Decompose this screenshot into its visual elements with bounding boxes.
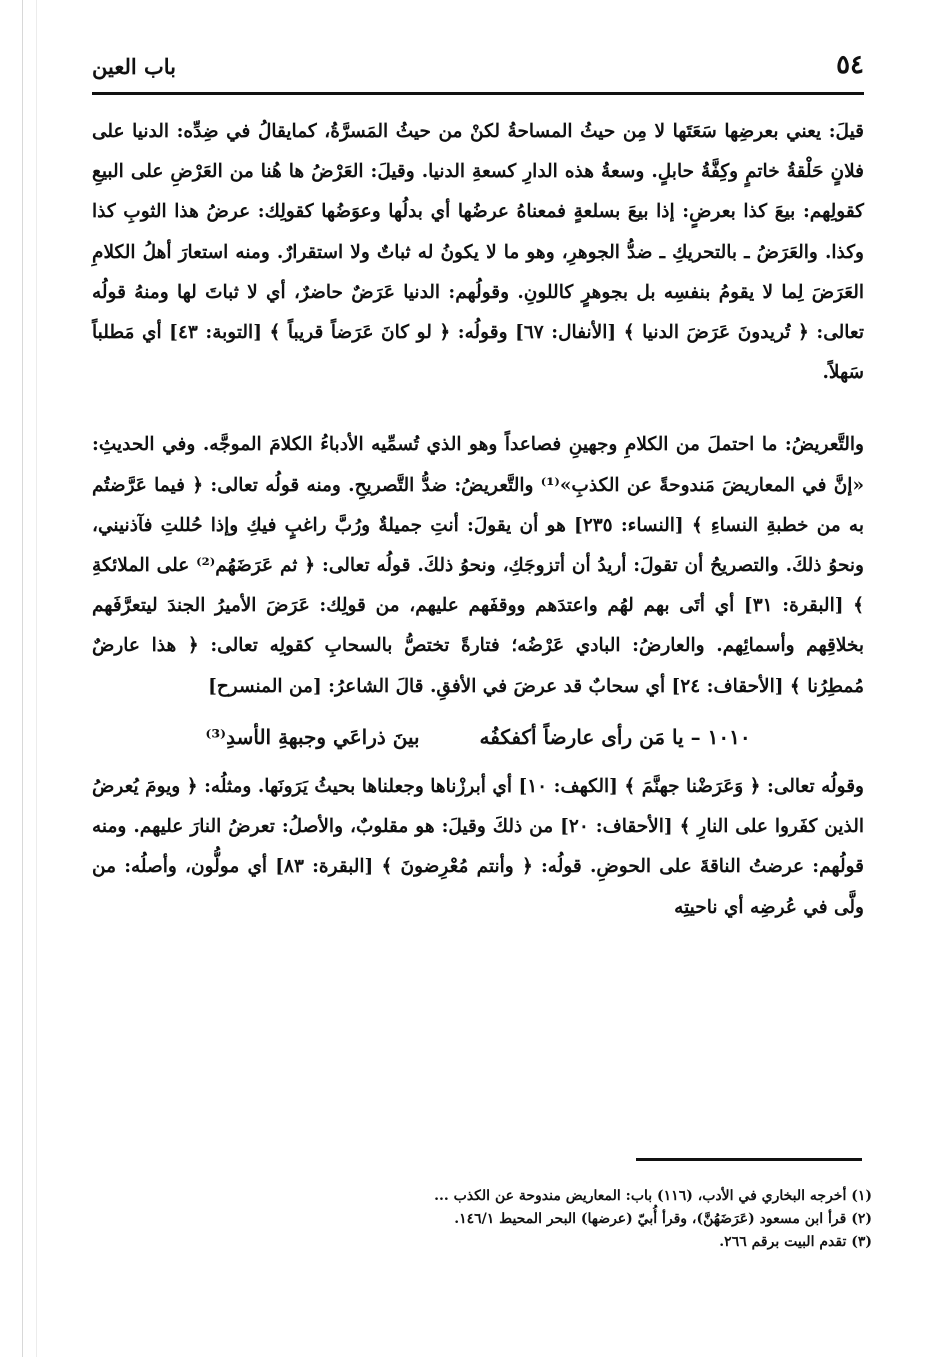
verse-first-hemistich: يا مَن رأى عارضاً أكفكفُه: [479, 724, 684, 749]
poetry-verse: [92, 717, 864, 757]
scan-edge-line: [36, 0, 37, 1357]
header-divider: [92, 92, 864, 95]
page-header: [92, 50, 864, 90]
footnote-divider: [636, 1158, 862, 1161]
footnote: (٢) قرأ ابن مسعود (عَرَضَهُنَّ)، وقرأ أُبيّ (عرضها) البحر المحيط ١٤٦/١.: [454, 1211, 872, 1227]
paragraph: والتَّعريضُ: ما احتملَ من الكلامِ وجهينِ فصاعداً وهو الذي تُسمِّيه الأدباءُ الكلامَ الموجَّه. وفي الحديثِ: «إنَّ في المعاريضَ مَندوحةً عن الكذبِ»⁽¹⁾ والتَّعريضُ: ضدُّ التَّصريحِ. ومنه قولُه تعالى: ﴿ فيما عَرَّضتُم به من خطبةِ النساءِ ﴾ [النساء: ٢٣٥] هو أن يقولَ: أنتِ جميلةٌ ورُبَّ راغبٍ فيكِ وإذا حُللتِ فآذنيني، ونحوُ ذلكَ. والتصريحُ أن تقولَ: أريدُ أن أتزوجَكِ، ونحوُ ذلكَ. قولُه تعالى: ﴿ ثم عَرَضَهُم⁽²⁾ على الملائكةِ ﴾ [البقرة: ٣١] أي أتَى بهم لهُم واعتدَهم ووقفَهم عليهم، من قولِك: عَرَضَ الأميرُ الجندَ ليتعرَّفَهم بخلاقِهم وأسمائِهم. والعارضُ: البادي عَرْضُه؛ فتارةً تختصُّ بالسحابِ كقولِه تعالى: ﴿ هذا عارضٌ مُمطِرُنا ﴾ [الأحقاف: ٢٤] أي سحابٌ قد عرضَ في الأفقِ. قالَ الشاعرُ: [من المنسرح]: [92, 434, 865, 697]
scan-edge-line: [22, 0, 23, 1357]
main-text: [92, 112, 864, 928]
footnote: (١) أخرجه البخاري في الأدب، (١١٦) باب: المعاريض مندوحة عن الكذب ...: [434, 1188, 872, 1204]
footnote: (٣) تقدم البيت برقم ٢٦٦.: [719, 1234, 872, 1250]
paragraph: وقولُه تعالى: ﴿ وَعَرَضْنا جهنَّمَ ﴾ [الكهف: ١٠] أي أبرزْناها وجعلناها بحيثُ يَرَونَها. ومثلُه: ﴿ ويومَ يُعرضُ الذين كفَروا على النارِ ﴾ [الأحقاف: ٢٠] من ذلكَ وقيلَ: هو مقلوبٌ، والأصلُ: تعرضُ النارَ عليهم. ومنه قولُهم: عرضتُ الناقةَ على الحوضِ. قولُه: ﴿ وأنتم مُعْرِضونَ ﴾ [البقرة: ٨٣] أي مولُّون، وأصلُه: من ولَّى في عُرضِه أي ناحيتِه: [92, 776, 864, 918]
verse-dash: –: [683, 724, 701, 749]
paragraph-gap: [92, 393, 864, 425]
footnotes: [92, 1185, 872, 1254]
section-title: باب العين: [92, 54, 177, 79]
verse-second-hemistich: بينَ ذراعَي وجبهةِ الأسدِ⁽³⁾: [205, 724, 420, 749]
page-number: ٥٤: [836, 50, 864, 80]
paragraph: قيلَ: يعني بعرضِها سَعَتَها لا مِن حيثُ المساحةُ لكنْ من حيثُ المَسرَّةُ، كمايقالُ في ضِدِّه: الدنيا على فلانٍ حَلْقةُ خاتمٍ وكِفَّةُ حابلٍ. وسعةُ هذه الدارِ كسعةِ الدنيا. وقيلَ: العَرْضُ ها هُنا من العَرْضِ على البيعِ كقولِهم: بيعَ كذا بعرضٍ: إذا بيعَ بسلعةٍ فمعناهُ عرضُها أي بدلُها وعوَضُها كقولِك: عرضُ هذا الثوبِ كذا وكذا. والعَرَضُ ـ بالتحريكِ ـ ضدُّ الجوهرِ، وهو ما لا يكونُ له ثباتٌ ولا استقرارٌ. ومنه استعارَ أهلُ الكلامِ العَرَضَ لِما لا يقومُ بنفسِه بل بجوهرٍ كاللونِ. وقولُهم: الدنيا عَرَضٌ حاضرٌ، أي لا ثباتَ لها ومنهُ قولُه تعالى: ﴿ تُريدونَ عَرَضَ الدنيا ﴾ [الأنفال: ٦٧] وقولُه: ﴿ لو كانَ عَرَضاً قريباً ﴾ [التوبة: ٤٣] أي مَطلباً سَهلاً.: [92, 121, 864, 384]
verse-number: ١٠١٠: [707, 724, 751, 749]
